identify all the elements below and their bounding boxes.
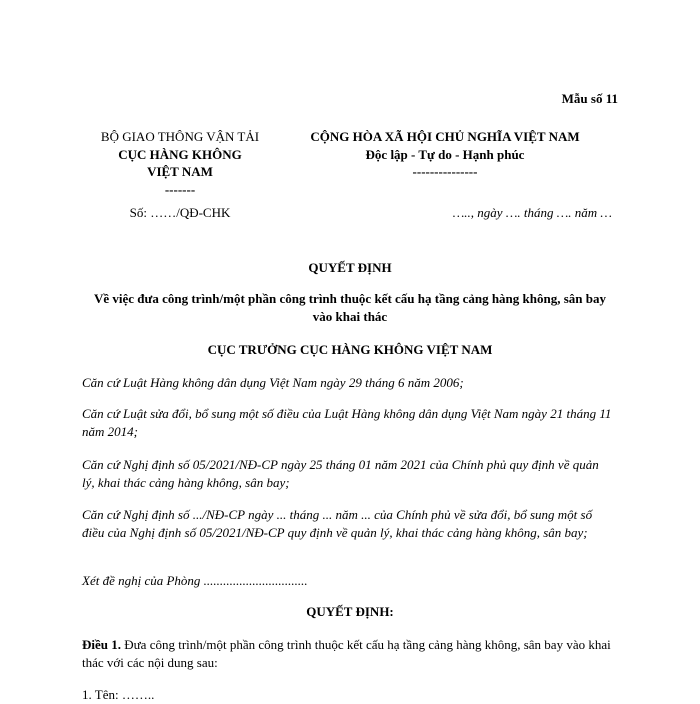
agency-name-line1: CỤC HÀNG KHÔNG (118, 146, 242, 162)
document-title: QUYẾT ĐỊNH (308, 260, 392, 275)
national-header (290, 128, 600, 181)
legal-basis-4: Căn cứ Nghị định số .../NĐ-CP ngày ... tháng ... năm ... của Chính phủ về sửa đổi, bổ sung một số điều của Nghị định số 05/2021/NĐ-CP quy định về quản lý, khai thác cảng hàng không, sân bay; (82, 507, 593, 540)
article-1-label: Điều 1. (82, 637, 121, 652)
left-separator: ------- (164, 181, 196, 197)
legal-basis-3: Căn cứ Nghị định số 05/2021/NĐ-CP ngày 25 tháng 01 năm 2021 của Chính phủ quy định về quản lý, khai thác cảng hàng không, sân bay; (82, 457, 599, 490)
proposal-line: Xét đề nghị của Phòng ................................ (82, 573, 308, 588)
document-subject: Về việc đưa công trình/một phần công trình thuộc kết cấu hạ tầng cảng hàng không, sân bay vào khai thác (94, 291, 606, 324)
ministry-name: BỘ GIAO THÔNG VẬN TẢI (100, 129, 260, 144)
legal-basis-1: Căn cứ Luật Hàng không dân dụng Việt Nam ngày 29 tháng 6 năm 2006; (82, 375, 464, 390)
national-motto: Độc lập - Tự do - Hạnh phúc (365, 146, 525, 162)
article-1-text: Đưa công trình/một phần công trình thuộc kết cấu hạ tầng cảng hàng không, sân bay vào khai thác với các nội dung sau: (82, 637, 611, 670)
country-name: CỘNG HÒA XÃ HỘI CHỦ NGHĨA VIỆT NAM (310, 129, 580, 144)
right-separator: --------------- (412, 164, 478, 180)
agency-name-line2: VIỆT NAM (147, 164, 213, 180)
article-1 (82, 636, 617, 671)
legal-basis-2: Căn cứ Luật sửa đổi, bổ sung một số điều của Luật Hàng không dân dụng Việt Nam ngày 21 tháng 11 năm 2014; (82, 406, 612, 439)
issuing-agency-header (60, 128, 300, 198)
decision-heading: QUYẾT ĐỊNH: (306, 604, 394, 619)
item-1-name: 1. Tên: …….. (82, 687, 155, 702)
form-number: Mẫu số 11 (561, 91, 618, 106)
document-number: Số: ……/QĐ-CHK (129, 205, 231, 220)
date-line: ….., ngày …. tháng …. năm … (452, 205, 612, 220)
issuing-authority: CỤC TRƯỞNG CỤC HÀNG KHÔNG VIỆT NAM (207, 342, 493, 357)
